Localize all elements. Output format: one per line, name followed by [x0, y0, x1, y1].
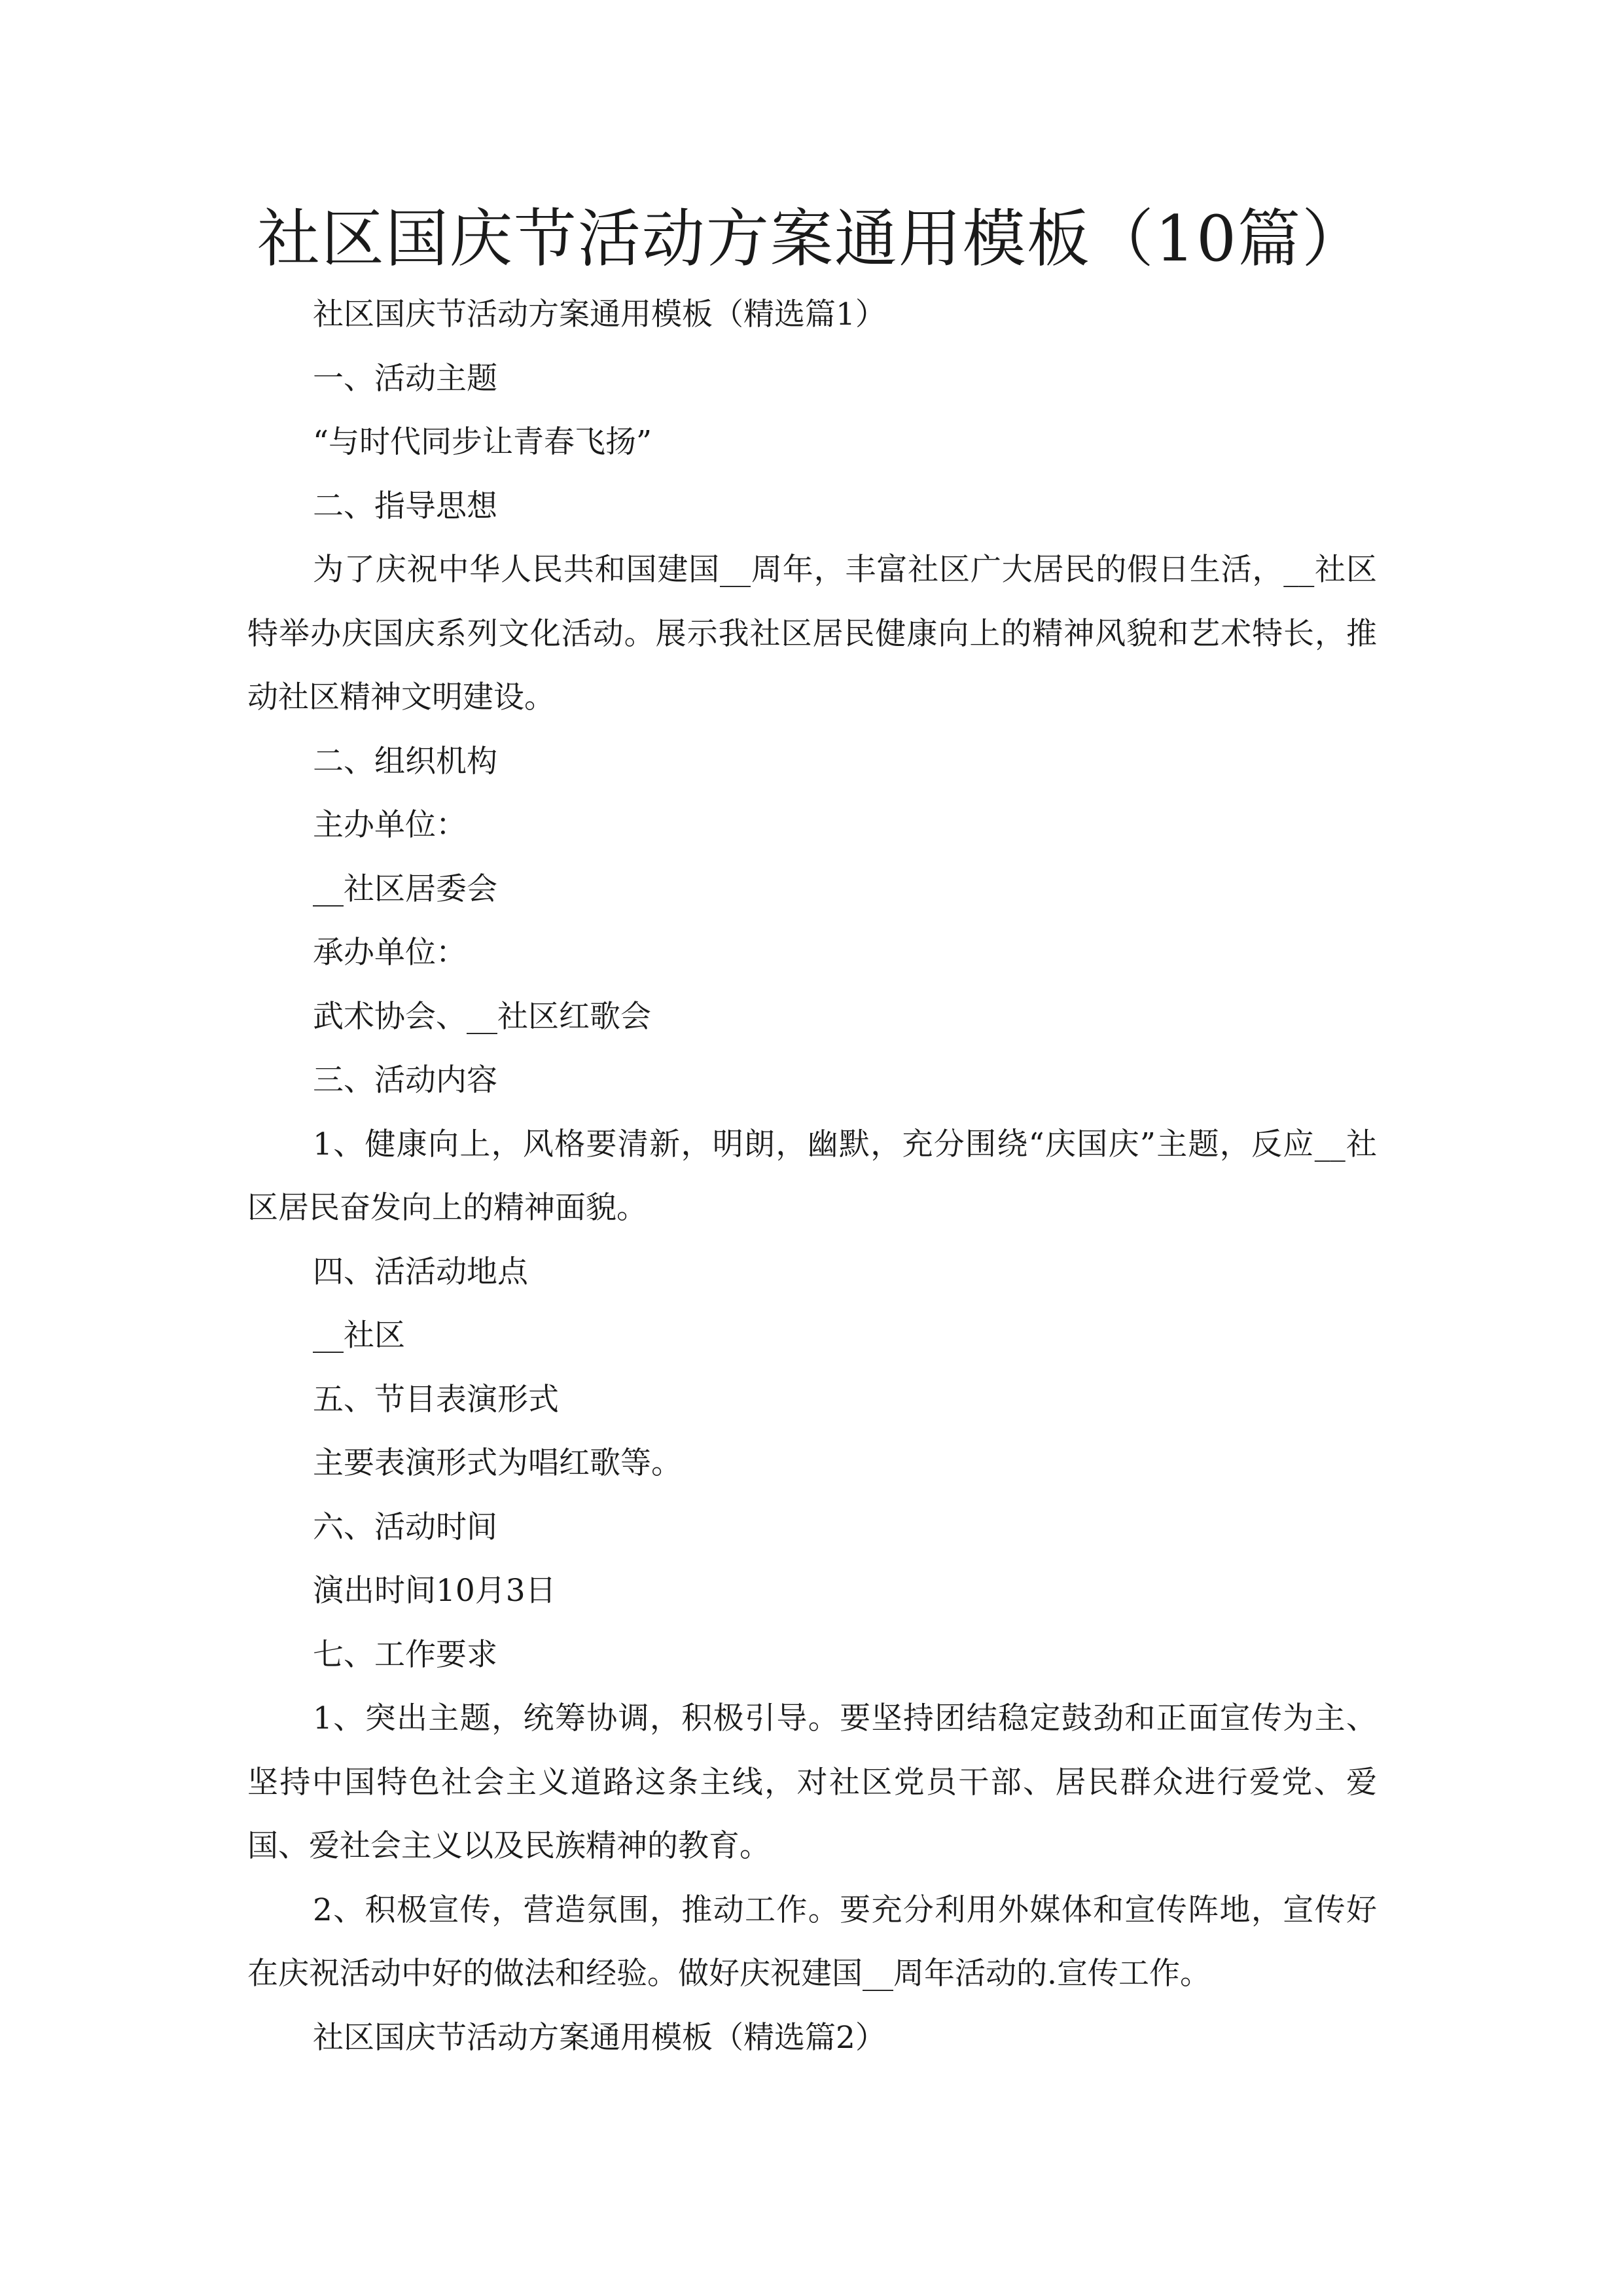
organizer-label: 承办单位：	[313, 935, 467, 971]
heading-organization: 二、组织机构	[313, 743, 497, 780]
heading-activity-time: 六、活动时间	[313, 1509, 497, 1545]
heading-performance-form: 五、节目表演形式	[313, 1381, 559, 1418]
document-title: 社区国庆节活动方案通用模板（10篇）	[257, 202, 1366, 276]
heading-work-requirements: 七、工作要求	[313, 1636, 497, 1673]
organizer-value: 武术协会、__社区红歌会	[313, 998, 651, 1035]
work-requirement-1: 1、突出主题，统筹协调，积极引导。要坚持团结稳定鼓劲和正面宣传为主、坚持中国特色社会主义道路这条主线，对社区党员干部、居民群众进行爱党、爱国、爱社会主义以及民族精神的教育。	[247, 1700, 1377, 1864]
heading-guiding-ideology: 二、指导思想	[313, 488, 497, 524]
host-value: __社区居委会	[313, 870, 497, 907]
work-requirement-2: 2、积极宣传，营造氛围，推动工作。要充分利用外媒体和宣传阵地，宣传好在庆祝活动中好的做法和经验。做好庆祝建国__周年活动的.宣传工作。	[247, 1892, 1377, 1992]
document-body	[247, 283, 1377, 2070]
heading-activity-theme: 一、活动主题	[313, 360, 497, 397]
activity-content-text: 1、健康向上，风格要清新，明朗，幽默，充分围绕“庆国庆”主题，反应__社区居民奋发向上的精神面貌。	[247, 1126, 1377, 1226]
section-heading-article-1: 社区国庆节活动方案通用模板（精选篇1）	[313, 296, 886, 332]
activity-time-text: 演出时间10月3日	[313, 1573, 556, 1609]
activity-location-value: __社区	[313, 1318, 405, 1354]
theme-slogan: “与时代同步让青春飞扬”	[313, 424, 652, 460]
host-label: 主办单位：	[313, 807, 467, 843]
performance-form-text: 主要表演形式为唱红歌等。	[313, 1445, 682, 1481]
heading-activity-content: 三、活动内容	[313, 1062, 497, 1098]
guiding-ideology-text: 为了庆祝中华人民共和国建国__周年，丰富社区广大居民的假日生活，__社区特举办庆国庆系列文化活动。展示我社区居民健康向上的精神风貌和艺术特长，推动社区精神文明建设。	[247, 552, 1377, 715]
section-heading-article-2: 社区国庆节活动方案通用模板（精选篇2）	[313, 2019, 886, 2056]
heading-activity-location: 四、活活动地点	[313, 1253, 528, 1290]
